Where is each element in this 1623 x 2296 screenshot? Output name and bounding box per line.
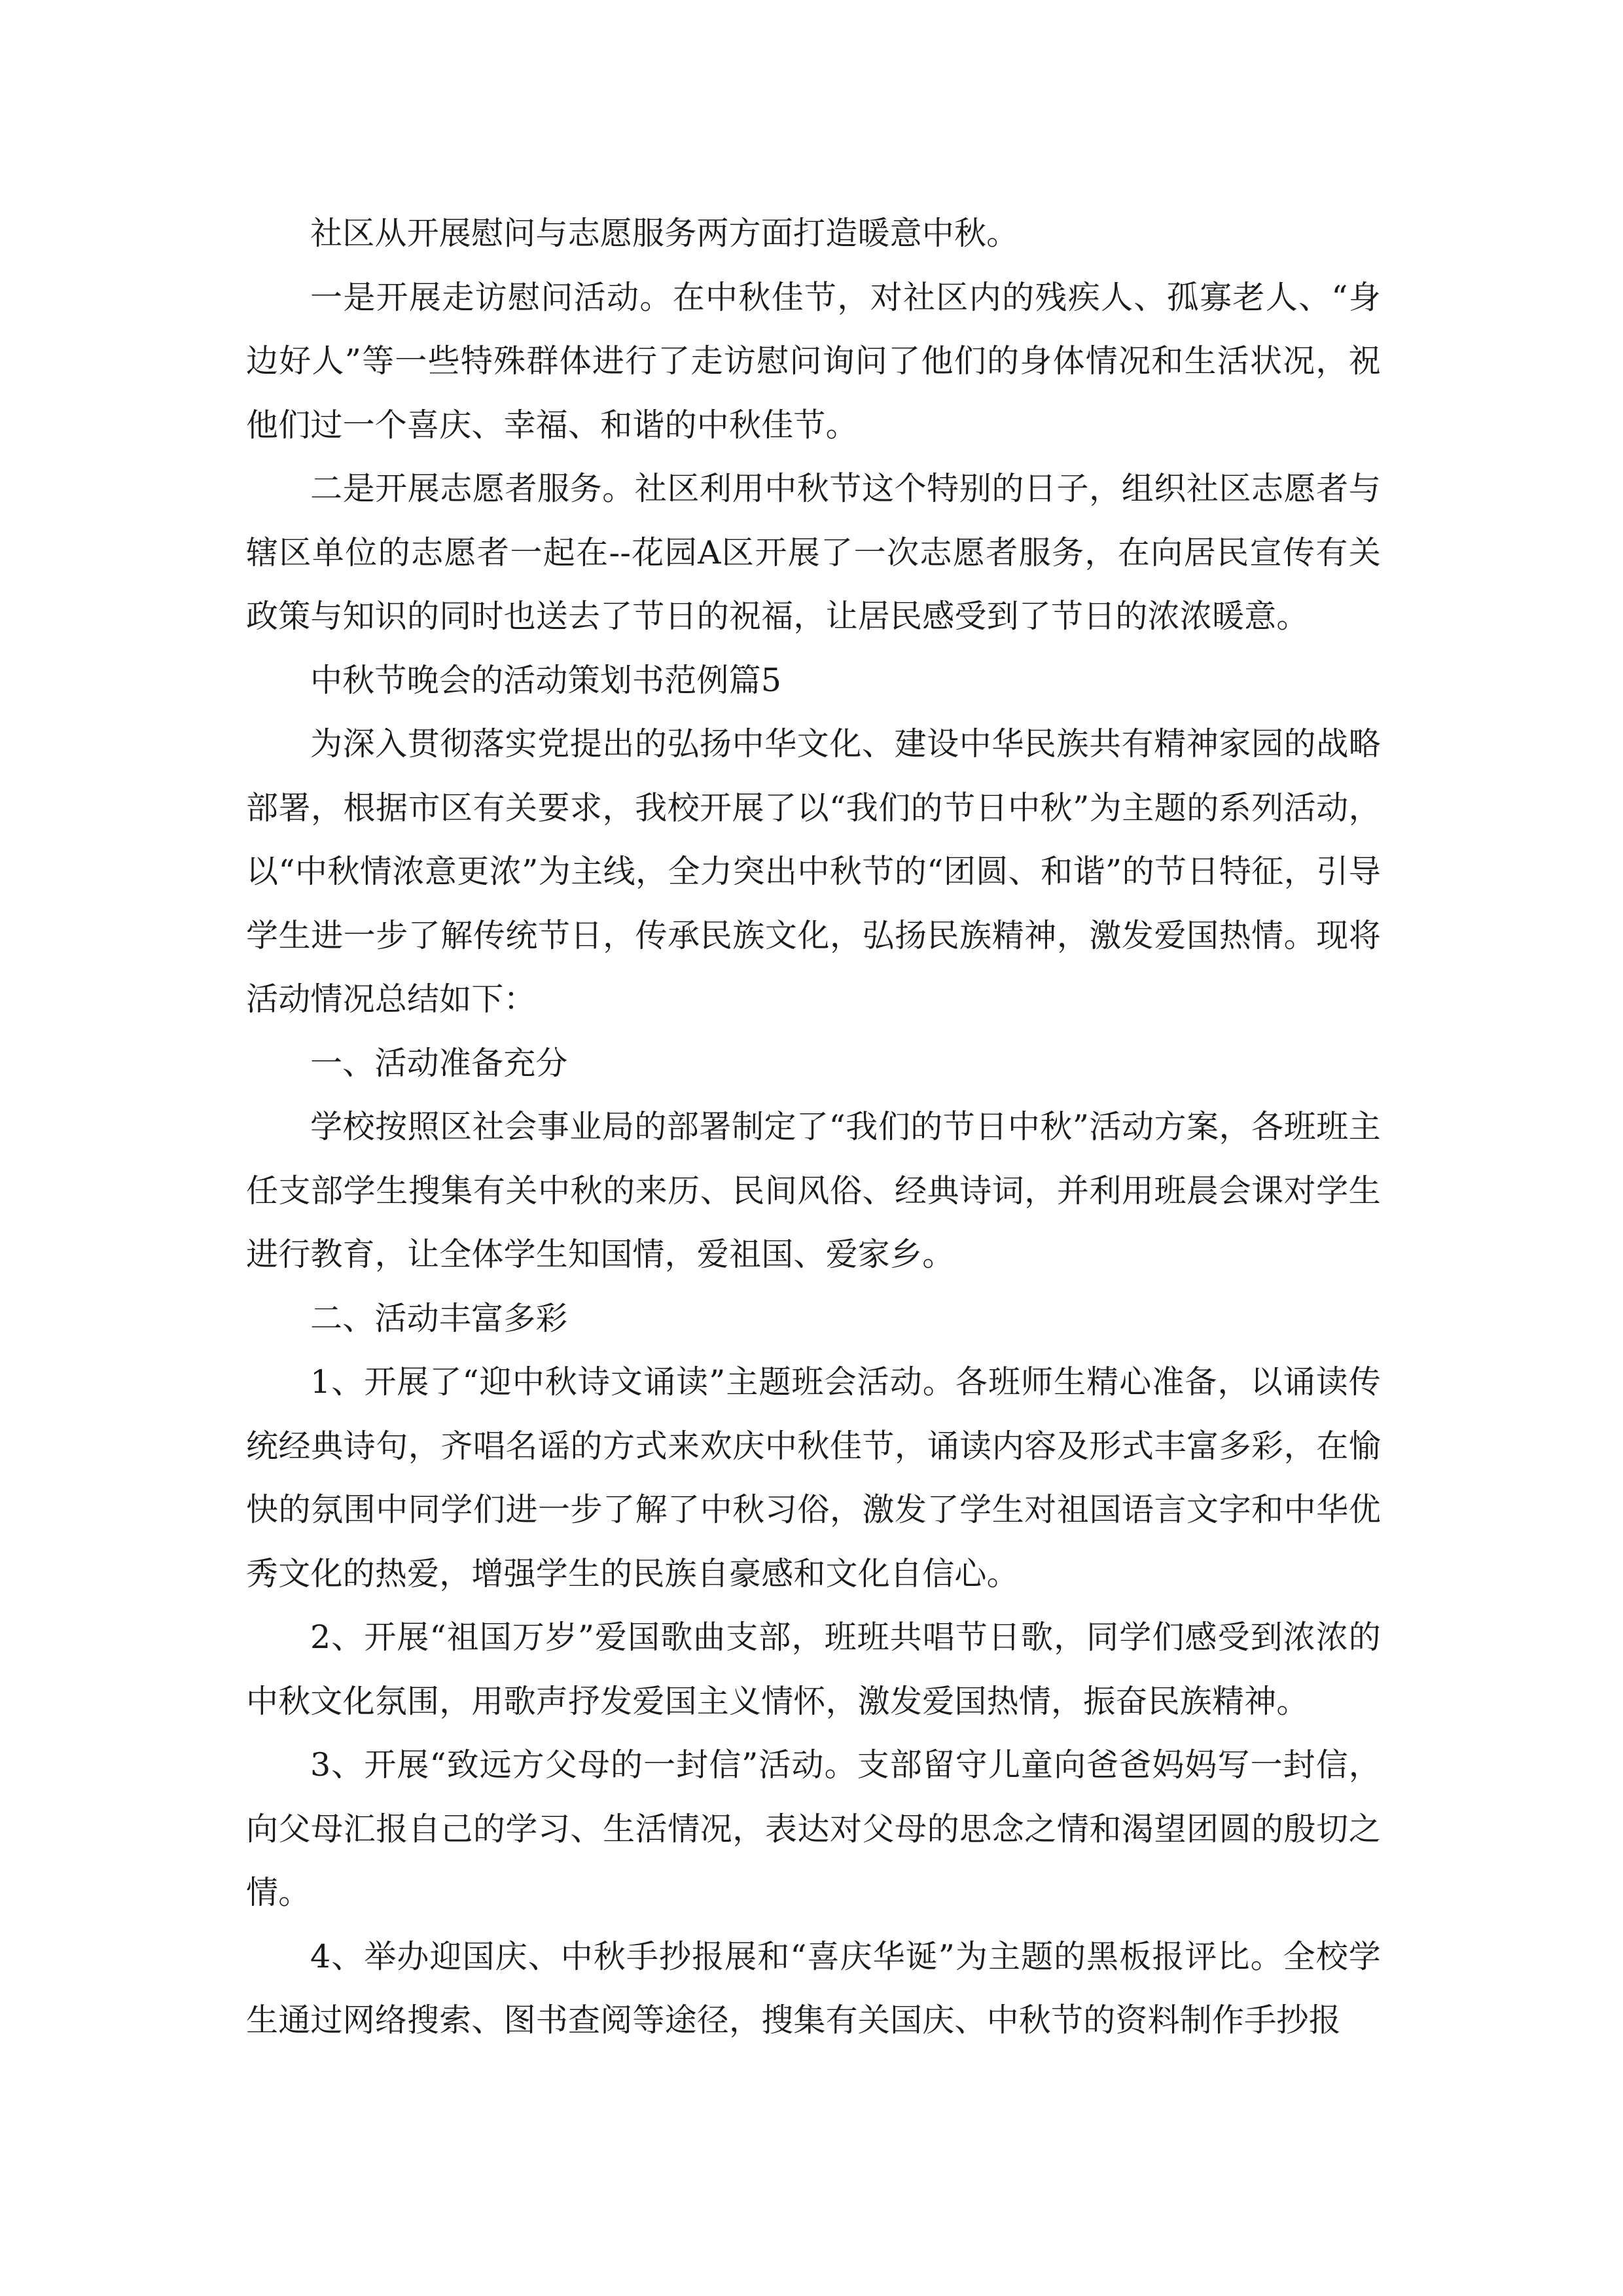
section-heading-article-5: 中秋节晚会的活动策划书范例篇5	[310, 661, 782, 699]
list-item-letter-to-parents: 3、开展“致远方父母的一封信”活动。支部留守儿童向爸爸妈妈写一封信，向父母汇报自己的学习、生活情况，表达对父母的思念之情和渴望团圆的殷切之情。	[246, 1746, 1381, 1911]
paragraph-preparation: 学校按照区社会事业局的部署制定了“我们的节日中秋”活动方案，各班班主任支部学生搜集有关中秋的来历、民间风俗、经典诗词，并利用班晨会课对学生进行教育，让全体学生知国情，爱祖国、爱家乡。	[246, 1108, 1381, 1273]
paragraph-school-overview: 为深入贯彻落实党提出的弘扬中华文化、建设中华民族共有精神家园的战略部署，根据市区有关要求，我校开展了以“我们的节日中秋”为主题的系列活动，以“中秋情浓意更浓”为主线，全力突出中秋节的“团圆、和谐”的节日特征，引导学生进一步了解传统节日，传承民族文化，弘扬民族精神，激发爱国热情。现将活动情况总结如下：	[246, 725, 1381, 1018]
list-item-patriotic-songs: 2、开展“祖国万岁”爱国歌曲支部，班班共唱节日歌，同学们感受到浓浓的中秋文化氛围，用歌声抒发爱国主义情怀，激发爱国热情，振奋民族精神。	[246, 1619, 1381, 1720]
document-body	[246, 202, 1381, 2053]
paragraph-visit-activity: 一是开展走访慰问活动。在中秋佳节，对社区内的残疾人、孤寡老人、“身边好人”等一些特殊群体进行了走访慰问询问了他们的身体情况和生活状况，祝他们过一个喜庆、幸福、和谐的中秋佳节。	[246, 278, 1381, 444]
paragraph-intro: 社区从开展慰问与志愿服务两方面打造暖意中秋。	[310, 215, 1019, 252]
heading-activities: 二、活动丰富多彩	[310, 1299, 568, 1337]
list-item-poetry-reading: 1、开展了“迎中秋诗文诵读”主题班会活动。各班师生精心准备，以诵读传统经典诗句，齐唱名谣的方式来欢庆中秋佳节，诵读内容及形式丰富多彩，在愉快的氛围中同学们进一步了解了中秋习俗，激发了学生对祖国语言文字和中华优秀文化的热爱，增强学生的民族自豪感和文化自信心。	[246, 1363, 1381, 1592]
heading-preparation: 一、活动准备充分	[310, 1044, 568, 1082]
list-item-handwritten-newspaper: 4、举办迎国庆、中秋手抄报展和“喜庆华诞”为主题的黑板报评比。全校学生通过网络搜索、图书查阅等途径，搜集有关国庆、中秋节的资料制作手抄报	[246, 1937, 1381, 2039]
paragraph-volunteer-service: 二是开展志愿者服务。社区利用中秋节这个特别的日子，组织社区志愿者与辖区单位的志愿者一起在--花园A区开展了一次志愿者服务，在向居民宣传有关政策与知识的同时也送去了节日的祝福，让居民感受到了节日的浓浓暖意。	[246, 470, 1381, 635]
